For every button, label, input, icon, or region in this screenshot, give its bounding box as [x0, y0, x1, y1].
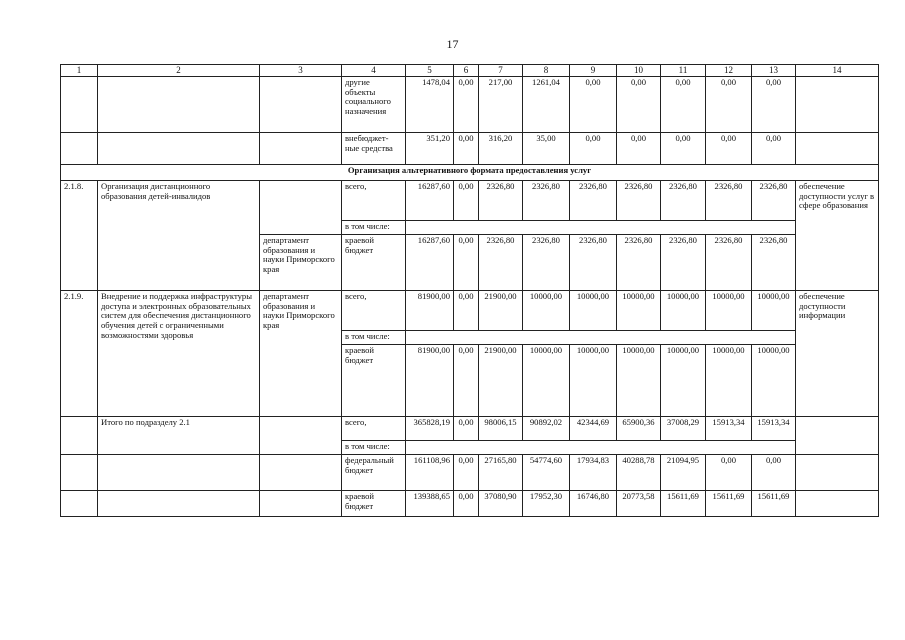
table-cell: 0,00	[706, 77, 752, 133]
table-cell: 10000,00	[570, 345, 617, 417]
table-cell: 2326,80	[523, 235, 570, 291]
table-cell: 1261,04	[523, 77, 570, 133]
section-title: Организация альтернативного формата предоставления услуг	[61, 165, 879, 181]
table-cell: 10000,00	[661, 291, 706, 331]
table-cell: 17952,30	[523, 491, 570, 517]
table-cell: 365828,19	[406, 417, 454, 441]
table-cell: 10000,00	[617, 345, 661, 417]
funding-source: в том числе:	[342, 331, 406, 345]
item-name: Внедрение и поддержка инфраструктуры доступа и электронных образовательных систем для обеспечения дистанционного обучения детей с ограниченными возможностями здоровья	[98, 291, 260, 417]
item-name: Организация дистанционного образования детей-инвалидов	[98, 181, 260, 291]
responsible-dept: департамент образования и науки Приморского края	[260, 291, 342, 417]
table-cell: 0,00	[661, 133, 706, 165]
table-row	[61, 455, 879, 491]
funding-source: краевой бюджет	[342, 345, 406, 417]
table-cell: 0,00	[752, 455, 796, 491]
table-row	[61, 417, 879, 441]
table-cell: 0,00	[570, 133, 617, 165]
table-cell: 90892,02	[523, 417, 570, 441]
table-cell: 16746,80	[570, 491, 617, 517]
table-cell: 2326,80	[570, 235, 617, 291]
table-cell: 37008,29	[661, 417, 706, 441]
table-cell: 2326,80	[752, 235, 796, 291]
table-row	[61, 181, 879, 221]
item-number: 2.1.9.	[61, 291, 98, 417]
table-cell: 16287,60	[406, 235, 454, 291]
table-cell: 21094,95	[661, 455, 706, 491]
table-row	[61, 77, 879, 133]
table-cell: 0,00	[454, 235, 479, 291]
funding-source: всего,	[342, 291, 406, 331]
table-cell: 27165,80	[479, 455, 523, 491]
col-header: 10	[617, 65, 661, 77]
table-cell: 2326,80	[661, 181, 706, 221]
table-cell: 2326,80	[752, 181, 796, 221]
table-cell: 2326,80	[479, 181, 523, 221]
col-header: 8	[523, 65, 570, 77]
table-cell: 65900,36	[617, 417, 661, 441]
table-cell: 0,00	[706, 133, 752, 165]
table-cell: 10000,00	[523, 291, 570, 331]
table-cell: 10000,00	[661, 345, 706, 417]
table-cell: 10000,00	[570, 291, 617, 331]
funding-source: федеральный бюджет	[342, 455, 406, 491]
col-header: 3	[260, 65, 342, 77]
table-cell: 0,00	[454, 181, 479, 221]
funding-source: в том числе:	[342, 441, 406, 455]
table-cell: 2326,80	[570, 181, 617, 221]
table-cell: 0,00	[454, 345, 479, 417]
expected-result: обеспечение доступности информации	[796, 291, 879, 417]
header-row	[61, 65, 879, 77]
table-cell: 98006,15	[479, 417, 523, 441]
table-cell: 15913,34	[706, 417, 752, 441]
col-header: 1	[61, 65, 98, 77]
funding-source: краевой бюджет	[342, 235, 406, 291]
table-cell: 16287,60	[406, 181, 454, 221]
table-cell: 0,00	[454, 133, 479, 165]
col-header: 14	[796, 65, 879, 77]
table-cell: 0,00	[454, 491, 479, 517]
funding-source: в том числе:	[342, 221, 406, 235]
table-cell: 10000,00	[617, 291, 661, 331]
section-row	[61, 165, 879, 181]
table-cell: 351,20	[406, 133, 454, 165]
table-cell: 2326,80	[617, 181, 661, 221]
table-cell: 316,20	[479, 133, 523, 165]
table-cell: 0,00	[706, 455, 752, 491]
col-header: 7	[479, 65, 523, 77]
table-cell: 10000,00	[706, 345, 752, 417]
item-number: 2.1.8.	[61, 181, 98, 291]
table-cell: 0,00	[661, 77, 706, 133]
table-cell: 20773,58	[617, 491, 661, 517]
table-cell: 35,00	[523, 133, 570, 165]
table-cell: 10000,00	[752, 345, 796, 417]
col-header: 5	[406, 65, 454, 77]
table-cell: 54774,60	[523, 455, 570, 491]
funding-source: внебюджет-ные средства	[342, 133, 406, 165]
table-cell: 0,00	[752, 133, 796, 165]
table-cell: 0,00	[617, 133, 661, 165]
funding-source: другие объекты социального назначения	[342, 77, 406, 133]
table-cell: 37080,90	[479, 491, 523, 517]
table-cell: 161108,96	[406, 455, 454, 491]
table-cell: 0,00	[570, 77, 617, 133]
table-cell: 0,00	[454, 417, 479, 441]
table-row	[61, 291, 879, 331]
table-cell: 10000,00	[523, 345, 570, 417]
col-header: 9	[570, 65, 617, 77]
table-cell: 81900,00	[406, 345, 454, 417]
table-cell: 2326,80	[617, 235, 661, 291]
table-cell: 1478,04	[406, 77, 454, 133]
table-row	[61, 491, 879, 517]
table-row	[61, 133, 879, 165]
col-header: 13	[752, 65, 796, 77]
col-header: 6	[454, 65, 479, 77]
table-cell: 0,00	[752, 77, 796, 133]
table-cell: 15611,69	[661, 491, 706, 517]
table-cell: 2326,80	[706, 181, 752, 221]
table-cell: 10000,00	[706, 291, 752, 331]
table-cell: 139388,65	[406, 491, 454, 517]
budget-table	[60, 64, 879, 517]
table-cell: 21900,00	[479, 345, 523, 417]
table-cell: 2326,80	[523, 181, 570, 221]
page-number: 17	[446, 37, 459, 51]
table-cell: 10000,00	[752, 291, 796, 331]
table-cell: 81900,00	[406, 291, 454, 331]
table-cell: 2326,80	[479, 235, 523, 291]
funding-source: всего,	[342, 181, 406, 221]
col-header: 11	[661, 65, 706, 77]
table-cell: 2326,80	[661, 235, 706, 291]
funding-source: всего,	[342, 417, 406, 441]
responsible-dept: департамент образования и науки Приморского края	[260, 235, 342, 291]
subtotal-label: Итого по подразделу 2.1	[98, 417, 260, 455]
table-cell: 0,00	[454, 455, 479, 491]
expected-result: обеспечение доступности услуг в сфере образования	[796, 181, 879, 291]
funding-source: краевой бюджет	[342, 491, 406, 517]
table-cell: 2326,80	[706, 235, 752, 291]
table-cell: 0,00	[454, 291, 479, 331]
table-cell: 42344,69	[570, 417, 617, 441]
col-header: 12	[706, 65, 752, 77]
table-cell: 15913,34	[752, 417, 796, 441]
table-cell: 0,00	[617, 77, 661, 133]
table-cell: 17934,83	[570, 455, 617, 491]
table-cell: 15611,69	[752, 491, 796, 517]
table-cell: 217,00	[479, 77, 523, 133]
table-cell: 0,00	[454, 77, 479, 133]
col-header: 4	[342, 65, 406, 77]
table-cell: 40288,78	[617, 455, 661, 491]
col-header: 2	[98, 65, 260, 77]
table-cell: 21900,00	[479, 291, 523, 331]
table-cell: 15611,69	[706, 491, 752, 517]
